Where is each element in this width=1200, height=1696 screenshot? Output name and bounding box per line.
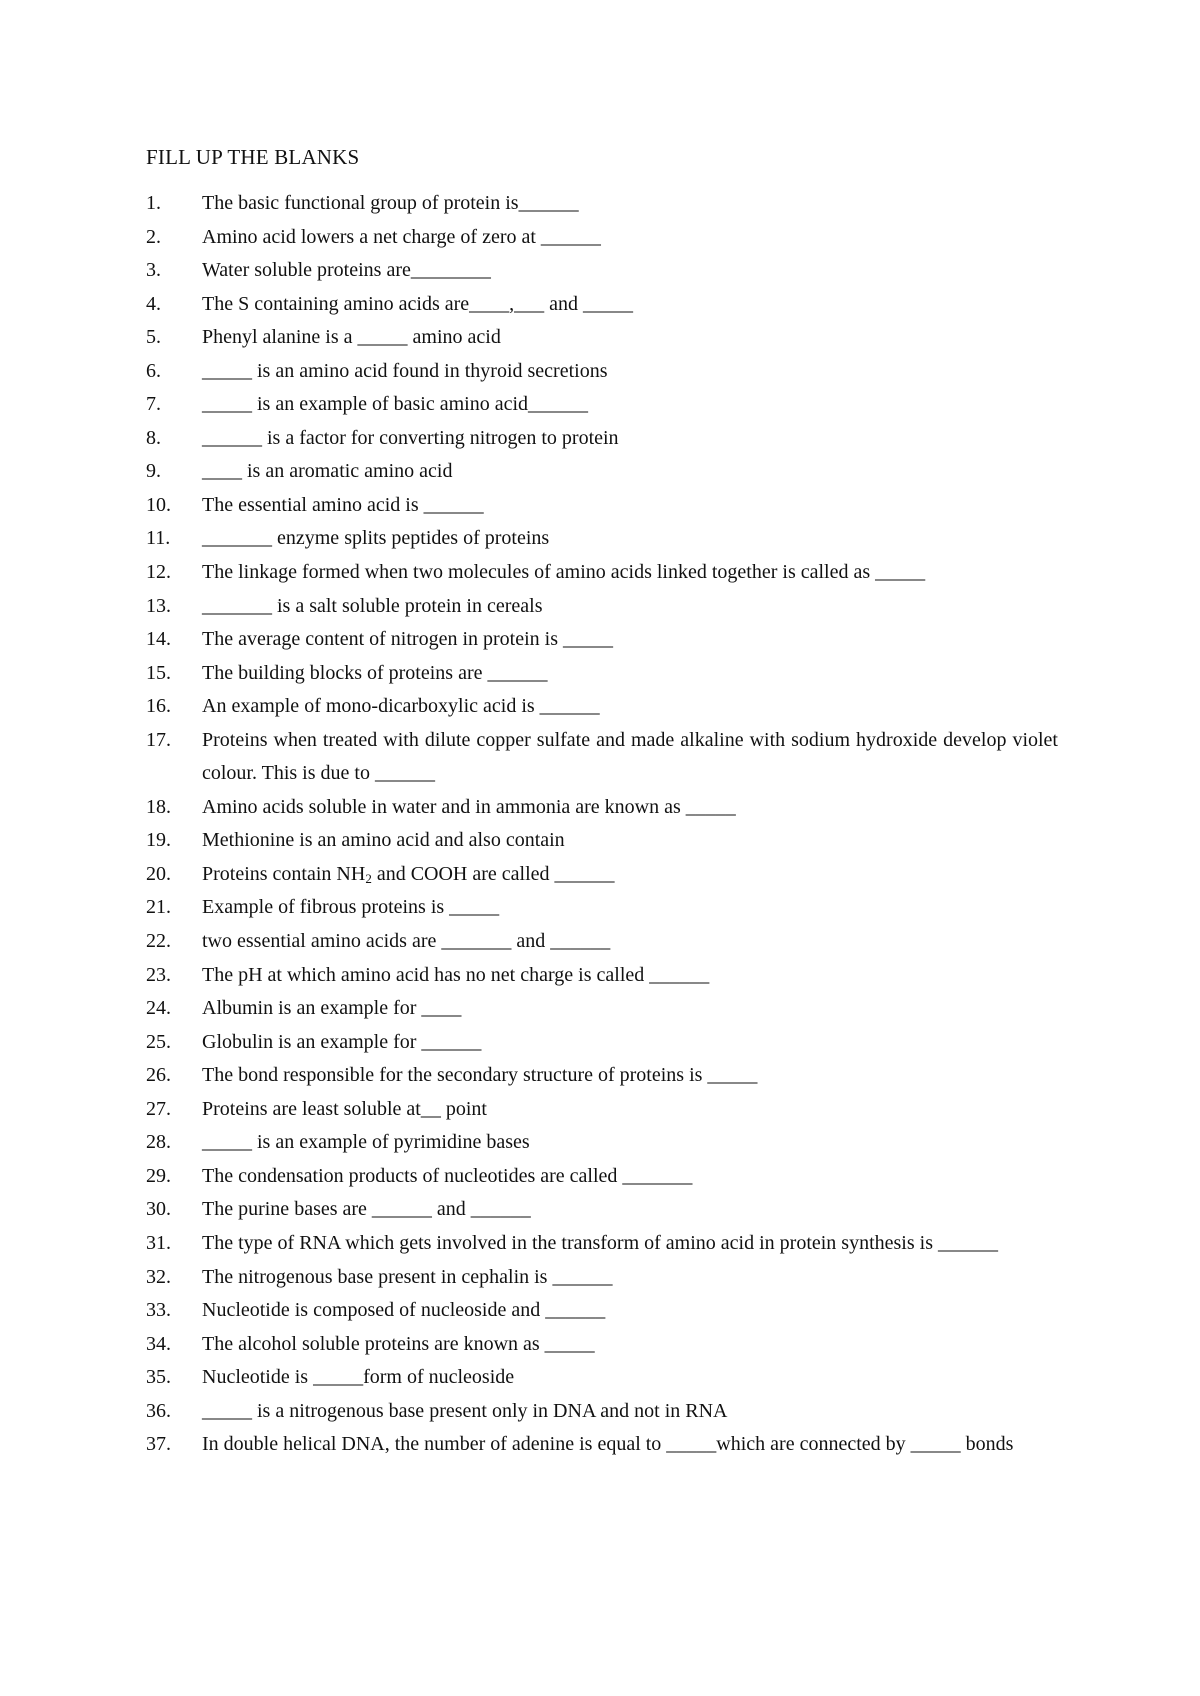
question-item: [0, 1428, 1200, 1462]
question-number: 16.: [146, 695, 171, 718]
question-number: 32.: [146, 1265, 171, 1288]
question-text: The alcohol soluble proteins are known as _____: [202, 1332, 595, 1355]
question-text: _____ is a nitrogenous base present only in DNA and not in RNA: [202, 1399, 728, 1422]
question-number: 27.: [146, 1097, 171, 1120]
question-text: The bond responsible for the secondary structure of proteins is _____: [202, 1064, 758, 1087]
question-item: [0, 1160, 1200, 1194]
question-item: [0, 791, 1200, 825]
question-text: Example of fibrous proteins is _____: [202, 896, 500, 919]
question-number: 15.: [146, 661, 171, 684]
question-number: 9.: [146, 460, 161, 483]
question-item: [0, 187, 1200, 221]
question-text-part: Proteins contain NH: [202, 862, 366, 885]
question-number: 12.: [146, 561, 171, 584]
question-list: [0, 187, 1200, 1462]
question-number: 2.: [146, 225, 161, 248]
question-text: Amino acids soluble in water and in ammonia are known as _____: [202, 795, 736, 818]
question-item: [0, 522, 1200, 556]
question-text: Proteins are least soluble at__ point: [202, 1097, 487, 1120]
question-item: [0, 925, 1200, 959]
question-number: 6.: [146, 359, 161, 382]
question-item: [0, 1026, 1200, 1060]
question-item: [0, 1294, 1200, 1328]
worksheet-heading: FILL UP THE BLANKS: [146, 145, 360, 169]
question-number: 8.: [146, 426, 161, 449]
question-text: Proteins when treated with dilute copper sulfate and made alkaline with sodium hydroxide develop violet colour. This is due to ______: [202, 728, 1058, 785]
question-text: Albumin is an example for ____: [202, 997, 462, 1020]
question-item: [0, 388, 1200, 422]
question-item: [0, 1059, 1200, 1093]
question-text: The S containing amino acids are____,___ and _____: [202, 292, 634, 315]
question-text: The condensation products of nucleotides are called _______: [202, 1164, 693, 1187]
question-item: [0, 1093, 1200, 1127]
question-number: 17.: [146, 728, 171, 751]
question-number: 19.: [146, 829, 171, 852]
question-number: 10.: [146, 493, 171, 516]
question-number: 34.: [146, 1332, 171, 1355]
question-text: Nucleotide is _____form of nucleoside: [202, 1366, 515, 1389]
question-number: 3.: [146, 259, 161, 282]
question-text: The purine bases are ______ and ______: [202, 1198, 531, 1221]
question-item: [0, 623, 1200, 657]
question-text: _____ is an amino acid found in thyroid secretions: [202, 359, 608, 382]
question-item: [0, 1261, 1200, 1295]
question-text: two essential amino acids are _______ and ______: [202, 930, 611, 953]
question-item: [0, 288, 1200, 322]
question-number: 29.: [146, 1164, 171, 1187]
question-number: 13.: [146, 594, 171, 617]
question-number: 4.: [146, 292, 161, 315]
question-item: [0, 1193, 1200, 1227]
question-number: 36.: [146, 1399, 171, 1422]
question-text: Globulin is an example for ______: [202, 1030, 482, 1053]
question-text: Amino acid lowers a net charge of zero at ______: [202, 225, 601, 248]
question-number: 11.: [146, 527, 171, 550]
question-item: [0, 221, 1200, 255]
question-text: The nitrogenous base present in cephalin is ______: [202, 1265, 613, 1288]
question-text: The type of RNA which gets involved in the transform of amino acid in protein synthesis is ______: [202, 1231, 998, 1254]
question-item: [0, 455, 1200, 489]
question-text: [202, 858, 1058, 892]
question-text: Nucleotide is composed of nucleoside and ______: [202, 1299, 606, 1322]
question-number: 28.: [146, 1131, 171, 1154]
question-item: [0, 556, 1200, 590]
question-item: [0, 824, 1200, 858]
question-item: [0, 891, 1200, 925]
question-text: In double helical DNA, the number of adenine is equal to _____which are connected by _____ bonds: [202, 1433, 1014, 1456]
question-item: [0, 1328, 1200, 1362]
question-item: [0, 1126, 1200, 1160]
question-text: The linkage formed when two molecules of amino acids linked together is called as _____: [202, 561, 926, 584]
question-item: [0, 858, 1200, 892]
question-text: _______ enzyme splits peptides of proteins: [202, 527, 550, 550]
question-text: Phenyl alanine is a _____ amino acid: [202, 326, 501, 349]
question-text: _____ is an example of pyrimidine bases: [202, 1131, 530, 1154]
question-item: [0, 724, 1200, 791]
question-number: 33.: [146, 1299, 171, 1322]
question-number: 5.: [146, 326, 161, 349]
question-number: 18.: [146, 795, 171, 818]
question-number: 25.: [146, 1030, 171, 1053]
question-number: 14.: [146, 628, 171, 651]
question-number: 7.: [146, 393, 161, 416]
question-text: _____ is an example of basic amino acid______: [202, 393, 589, 416]
question-text: The basic functional group of protein is______: [202, 192, 579, 214]
question-item: [0, 355, 1200, 389]
question-number: 37.: [146, 1433, 171, 1456]
question-text: ______ is a factor for converting nitrogen to protein: [202, 426, 619, 449]
question-text: An example of mono-dicarboxylic acid is ______: [202, 695, 600, 718]
question-text: Methionine is an amino acid and also contain: [202, 829, 565, 852]
question-item: [0, 489, 1200, 523]
question-text: The building blocks of proteins are ______: [202, 661, 548, 684]
question-text: The average content of nitrogen in protein is _____: [202, 628, 613, 651]
question-text: Water soluble proteins are________: [202, 259, 491, 282]
question-item: [0, 422, 1200, 456]
question-item: [0, 992, 1200, 1026]
question-item: [0, 590, 1200, 624]
question-number: 22.: [146, 930, 171, 953]
question-number: 21.: [146, 896, 171, 919]
question-item: [0, 690, 1200, 724]
subscript-two: 2: [365, 870, 372, 886]
question-number: 24.: [146, 997, 171, 1020]
question-text: _______ is a salt soluble protein in cereals: [202, 594, 543, 617]
question-number: 20.: [146, 862, 171, 885]
question-item: [0, 1361, 1200, 1395]
question-number: 31.: [146, 1231, 171, 1254]
question-item: [0, 657, 1200, 691]
question-number: 26.: [146, 1064, 171, 1087]
question-text-part: and COOH are called ______: [371, 862, 615, 885]
question-item: [0, 254, 1200, 288]
question-number: 1.: [146, 192, 161, 214]
question-item: [0, 959, 1200, 993]
question-text: The pH at which amino acid has no net charge is called ______: [202, 963, 710, 986]
question-number: 35.: [146, 1366, 171, 1389]
question-item: [0, 321, 1200, 355]
question-item: [0, 1395, 1200, 1429]
question-number: 30.: [146, 1198, 171, 1221]
question-item: [0, 1227, 1200, 1261]
question-number: 23.: [146, 963, 171, 986]
question-text: The essential amino acid is ______: [202, 493, 484, 516]
question-text: ____ is an aromatic amino acid: [202, 460, 453, 483]
